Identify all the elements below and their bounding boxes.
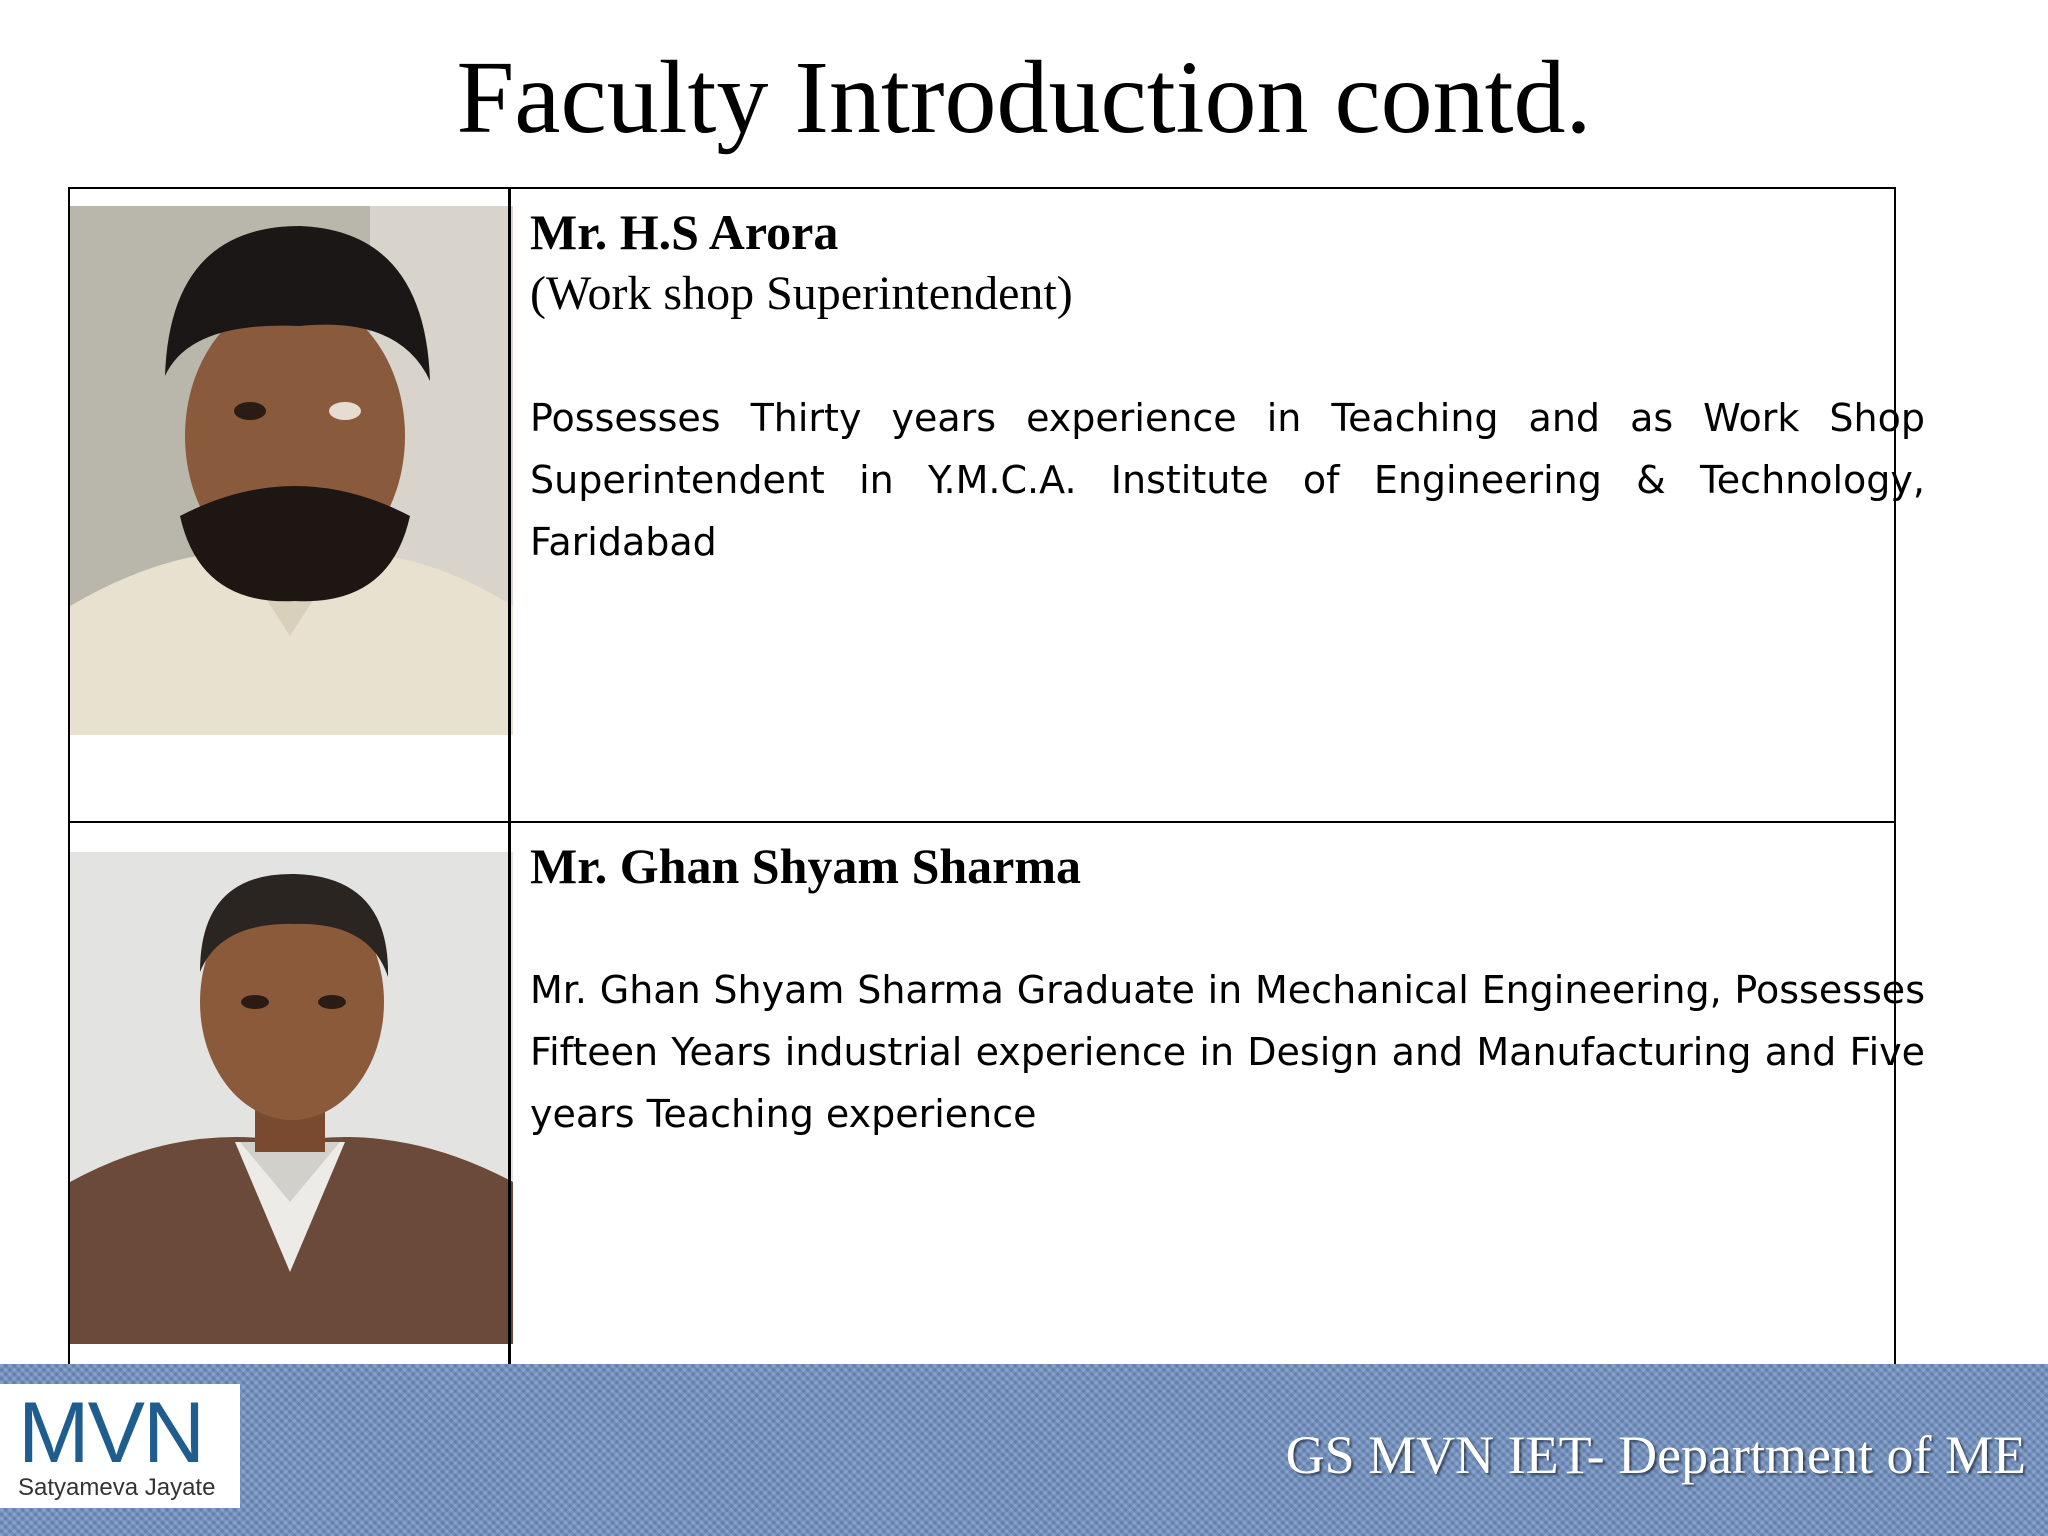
mvn-logo (0, 1384, 240, 1508)
logo-tagline: Satyameva Jayate (18, 1474, 216, 1501)
logo-mark: MVN (18, 1385, 204, 1481)
department-footer: GS MVN IET- Department of ME (1285, 1425, 2026, 1485)
faculty-photo-turban-man-icon (70, 206, 513, 735)
faculty-designation: (Work shop Superintendent) (530, 267, 1073, 320)
faculty-photo (70, 206, 513, 735)
slide-title: Faculty Introduction contd. (456, 40, 1592, 155)
photo-cell (70, 189, 508, 821)
faculty-photo-man-sweater-icon (70, 852, 513, 1344)
faculty-name: Mr. Ghan Shyam Sharma (530, 838, 1082, 894)
faculty-table (68, 187, 1925, 1394)
text-cell (530, 201, 1925, 833)
faculty-row (70, 823, 1925, 1393)
text-cell (530, 835, 1925, 1405)
faculty-description: Possesses Thirty years experience in Teaching and as Work Shop Superintendent in Y.M.C.A. Institute of Engineering & Technology, Faridabad (530, 396, 1925, 564)
table-divider (508, 189, 511, 821)
table-divider (508, 823, 511, 1393)
faculty-photo (70, 852, 513, 1344)
faculty-description: Mr. Ghan Shyam Sharma Graduate in Mechanical Engineering, Possesses Fifteen Years industrial experience in Design and Manufacturing and Five years Teaching experience (530, 968, 1925, 1136)
faculty-row (70, 189, 1925, 823)
faculty-name: Mr. H.S Arora (530, 204, 839, 260)
photo-cell (70, 823, 508, 1393)
